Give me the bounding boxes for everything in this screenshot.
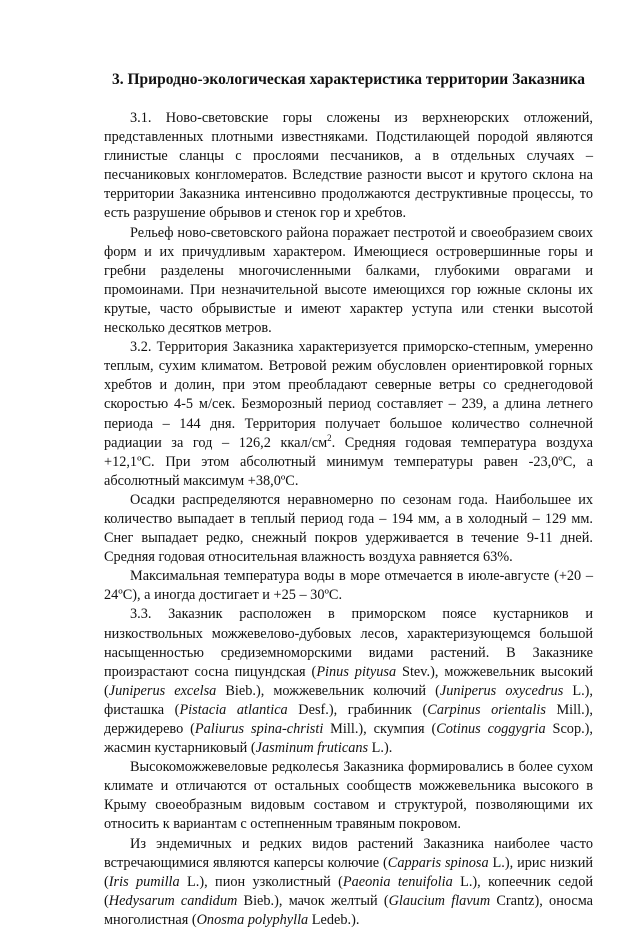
paragraph xyxy=(104,491,593,567)
text-run: . Средняя годовая температура воздуха +12,1ºС. При этом абсолютный минимум температуры равен -23,0ºС, а абсолютный максимум +38,0ºС. xyxy=(104,434,593,489)
text-run: L.). xyxy=(368,740,393,757)
latin-name: Jasminum fruticans xyxy=(255,740,369,757)
latin-name: Juniperus oxycedrus xyxy=(439,682,564,699)
text-run: L.), ирис низкий ( xyxy=(104,854,594,890)
paragraph xyxy=(104,109,593,224)
text-run: 3.1. Ново-световские горы сложены из верхнеюрских отложений, представленных плотными известняками. Подстилающей породой являются глинистые сланцы с прослоями песчаников, а в отдельных случаях – песчаниковых конгломератов. Вследствие разности высот и крутого склона на территории Заказника интенсивно продолжаются деструктивные процессы, то есть разрушение обрывов и стенок гор и хребтов. xyxy=(104,110,593,222)
document-body xyxy=(104,109,593,930)
paragraph xyxy=(104,758,593,834)
text-run: L.), фисташка ( xyxy=(104,682,593,718)
text-run: 3.2. Территория Заказника характеризуется приморско-степным, умеренно теплым, сухим климатом. Ветровой режим обусловлен ориентировкой горных хребтов и долин, при этом преобладают северные ветры со среднегодовой скоростью 4-5 м/сек. Безморозный период составляет – 239, а длина летнего периода – 144 дня. Территория получает большое количество солнечной радиации за год – 126,2 ккал/см xyxy=(104,339,593,451)
text-run: 3.3. Заказник расположен в приморском поясе кустарников и низкоствольных можжевелово-дубовых лесов, характеризующемся большой насыщенностью средиземноморскими видами растений. В Заказнике произрастают сосна пицундская ( xyxy=(104,606,593,680)
section-title: 3. Природно-экологическая характеристика территории Заказника xyxy=(112,71,585,88)
latin-name: Carpinus orientalis xyxy=(427,701,546,718)
text-run: Stev.), можжевельник высокий ( xyxy=(104,663,593,699)
text-run: L.), копеечник седой ( xyxy=(104,873,593,909)
text-run: Максимальная температура воды в море отмечается в июле-августе (+20 – 24ºС), а иногда достигает и +25 – 30ºС. xyxy=(104,568,593,604)
text-run: Crantz), оносма многолистная ( xyxy=(104,892,593,928)
latin-name: Pinus pityusa xyxy=(316,663,397,680)
latin-name: Onosma polyphylla xyxy=(196,911,309,928)
latin-name: Juniperus excelsa xyxy=(108,682,217,699)
text-run: Высокоможжевеловые редколесья Заказника формировались в более сухом климате и отличаются от остальных сообществ можжевельника высокого в Крыму своеобразным видовым составом и структурой, позволяющими их относить к вариантам с остепненным травяным покровом. xyxy=(104,759,593,833)
latin-name: Cotinus coggygria xyxy=(436,721,546,737)
text-run: Из эндемичных и редких видов растений Заказника наиболее часто встречающимися являются каперсы колючие ( xyxy=(104,835,593,871)
paragraph xyxy=(104,567,593,605)
text-run: Mill.), скумпия ( xyxy=(323,721,437,737)
text-run: Bieb.), мачок желтый ( xyxy=(237,892,389,909)
text-run: Bieb.), можжевельник колючий ( xyxy=(216,682,440,699)
paragraph xyxy=(104,605,593,758)
latin-name: Iris pumilla xyxy=(108,873,180,890)
latin-name: Capparis spinosa xyxy=(387,854,489,871)
superscript: 2 xyxy=(327,432,332,443)
latin-name: Pistacia atlantica xyxy=(179,701,288,718)
document-page xyxy=(104,70,593,930)
text-run: Рельеф ново-световского района поражает пестротой и своеобразием своих форм и их причудливым характером. Имеющиеся островершинные горы и гребни разделены многочисленными балками, глубокими оврагами и промоинами. При незначительной высоте имеющихся гор южные склоны их крутые, часто обрывистые и имеют характер уступа или стенки высотой несколько десятков метров. xyxy=(104,224,593,337)
text-run: Scop.), жасмин кустарниковый ( xyxy=(104,721,594,757)
text-run: Ledeb.). xyxy=(308,911,360,928)
paragraph xyxy=(104,338,593,491)
latin-name: Paliurus spina-christi xyxy=(194,721,324,737)
text-run: Desf.), грабинник ( xyxy=(287,701,428,718)
latin-name: Hedysarum candidum xyxy=(108,892,238,909)
text-run: Mill.), держидерево ( xyxy=(104,701,593,737)
paragraph xyxy=(104,835,593,930)
text-run: Осадки распределяются неравномерно по сезонам года. Наибольшее их количество выпадает в теплый период года – 194 мм, а в холодный – 129 мм. Снег выпадает редко, снежный покров удерживается в течение 9-11 дней. Средняя годовая относительная влажность воздуха равняется 63%. xyxy=(104,491,593,566)
paragraph xyxy=(104,224,593,339)
text-run: L.), пион узколистный ( xyxy=(179,873,343,890)
latin-name: Glaucium flavum xyxy=(388,892,491,909)
latin-name: Paeonia tenuifolia xyxy=(342,873,453,890)
